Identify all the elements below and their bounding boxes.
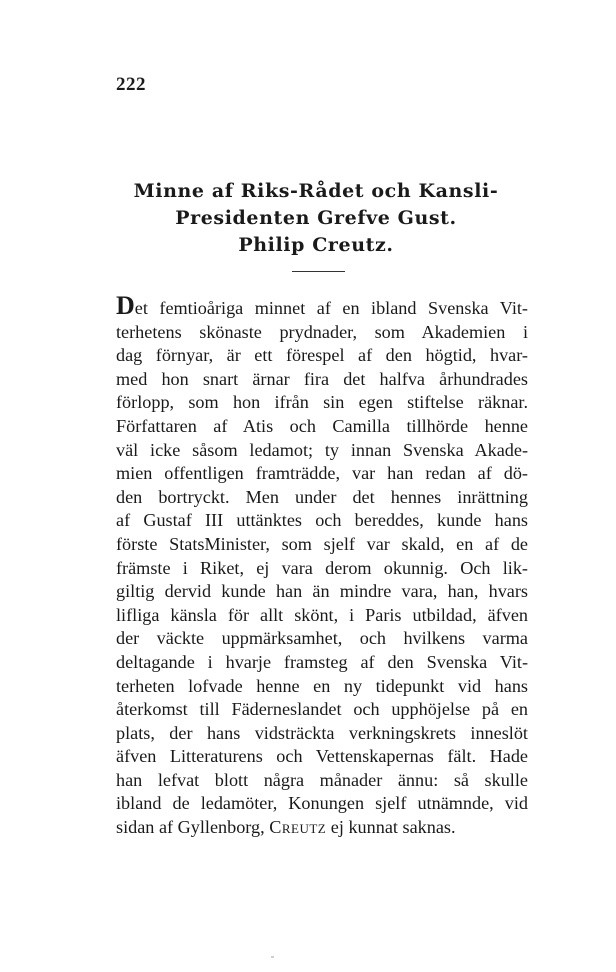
text-line: ibland de ledamöter, Konungen sjelf utnämnde, vid (116, 793, 528, 814)
page-mark (271, 956, 274, 958)
title-line: Philip Creutz. (238, 234, 394, 256)
drop-cap: D (116, 291, 135, 320)
text-fragment: ej kunnat saknas. (326, 817, 456, 838)
text-line: väl icke såsom ledamot; ty innan Svenska Akade- (116, 439, 528, 460)
text-line: Författaren af Atis och Camilla tillhörde henne (116, 415, 528, 436)
text-line: förste StatsMinister, som sjelf var skald, en af de (116, 533, 528, 554)
text-line: plats, der hans vidsträckta verkningskrets inneslöt (116, 722, 528, 743)
text-line: giltig dervid kunde han än mindre vara, han, hvars (116, 581, 528, 602)
text-line (116, 816, 528, 840)
text-line: af Gustaf III uttänktes och bereddes, kunde hans (116, 510, 528, 531)
text-line: terhetens skönaste prydnader, som Akademien i (116, 321, 528, 342)
text-line: äfven Litteraturens och Vettenskapernas fält. Hade (116, 746, 528, 767)
text-line: lifliga känsla för allt skönt, i Paris utbildad, äfven (116, 604, 528, 625)
body-paragraph (116, 291, 528, 840)
text-line: främste i Riket, ej vara derom okunnig. Och lik- (116, 557, 528, 578)
text-line: deltagande i hvarje framsteg af den Svenska Vit- (116, 651, 528, 672)
title-line: Minne af Riks-Rådet och Kansli- (133, 180, 499, 202)
text-line: terheten lofvade henne en ny tidepunkt vid hans (116, 675, 528, 696)
text-line: den bortryckt. Men under det hennes inrättning (116, 486, 528, 507)
text-line: återkomst till Fäderneslandet och upphöjelse på en (116, 699, 528, 720)
text-line: der väckte uppmärksamhet, och hvilkens varma (116, 628, 528, 649)
text-fragment: sidan af Gyllenborg, (116, 817, 270, 838)
title-divider (292, 271, 345, 272)
text-line-rest: et femtioåriga minnet af en ibland Svenska Vit- (134, 298, 528, 318)
text-line (116, 291, 528, 321)
text-line: mien offentligen framträdde, var han redan af dö- (116, 463, 528, 484)
small-caps-name: Creutz (269, 817, 327, 838)
title-line: Presidenten Grefve Gust. (175, 207, 457, 229)
chapter-title (96, 178, 536, 259)
text-line: förlopp, som hon ifrån sin egen stiftelse räknar. (116, 392, 528, 413)
text-line: han lefvat blott några månader ännu: så skulle (116, 769, 528, 790)
text-line: med hon snart ärnar fira det halfva århundrades (116, 368, 528, 389)
page-number: 222 (116, 74, 146, 95)
text-line: dag förnyar, är ett förespel af den högtid, hvar- (116, 345, 528, 366)
